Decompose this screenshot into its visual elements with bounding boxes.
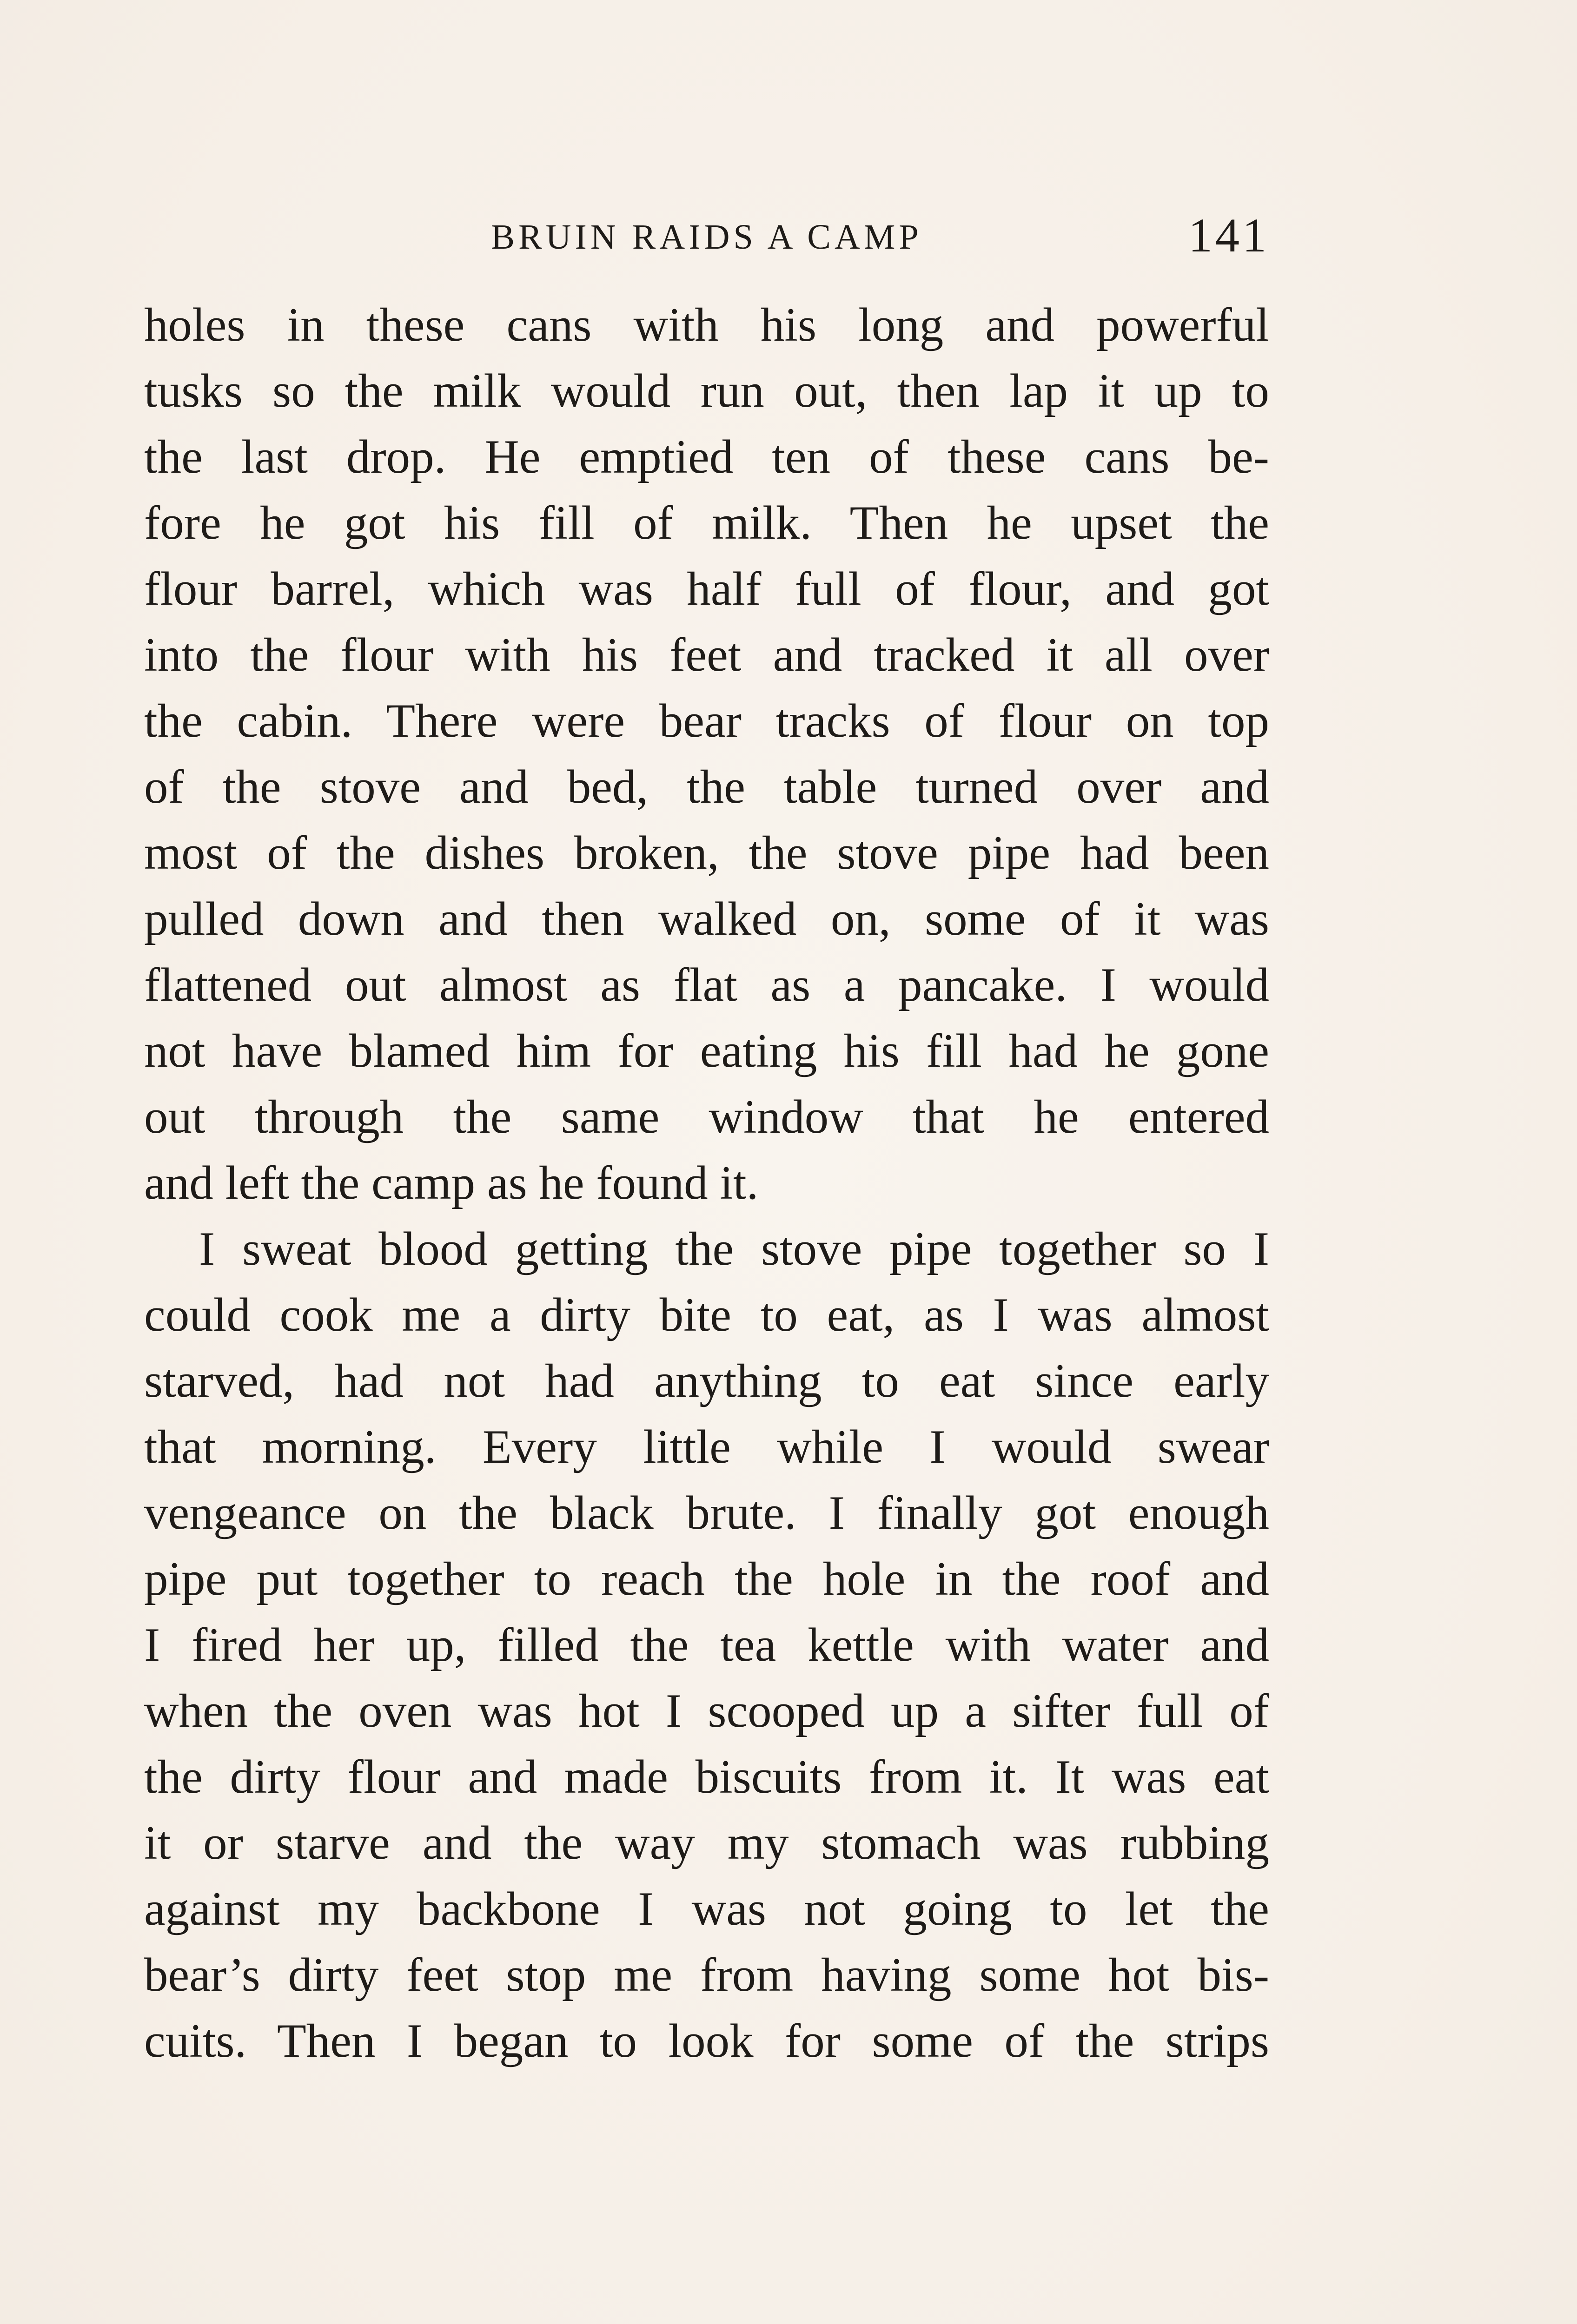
text-line: out through the same window that he entered	[144, 1090, 1269, 1143]
text-line: most of the dishes broken, the stove pipe had been	[144, 826, 1269, 879]
running-title: BRUIN RAIDS A CAMP	[491, 218, 922, 257]
text-line: the dirty flour and made biscuits from it. It was eat	[144, 1750, 1269, 1803]
text-line: of the stove and bed, the table turned over and	[144, 760, 1269, 813]
text-line: fore he got his fill of milk. Then he upset the	[144, 496, 1269, 549]
text-line: it or starve and the way my stomach was rubbing	[144, 1816, 1269, 1869]
text-line: not have blamed him for eating his fill had he gone	[144, 1024, 1269, 1077]
paragraph-last-line: and left the camp as he found it.	[144, 1156, 759, 1209]
running-head	[144, 211, 1269, 263]
text-line: holes in these cans with his long and powerful	[144, 298, 1269, 351]
text-line: vengeance on the black brute. I finally got enough	[144, 1486, 1269, 1539]
text-line: tusks so the milk would run out, then lap it up to	[144, 364, 1269, 417]
text-line: into the flour with his feet and tracked it all over	[144, 628, 1269, 681]
text-line: starved, had not had anything to eat since early	[144, 1354, 1269, 1407]
body-text	[144, 292, 1269, 2074]
text-line: I fired her up, filled the tea kettle with water and	[144, 1618, 1269, 1671]
text-line: the cabin. There were bear tracks of flour on top	[144, 694, 1269, 747]
text-line: pipe put together to reach the hole in the roof and	[144, 1552, 1269, 1605]
text-line: pulled down and then walked on, some of it was	[144, 892, 1269, 945]
text-line: flour barrel, which was half full of flour, and got	[144, 562, 1269, 615]
text-line: that morning. Every little while I would swear	[144, 1420, 1269, 1473]
text-line: flattened out almost as flat as a pancake. I would	[144, 958, 1269, 1011]
paragraph-first-line: I sweat blood getting the stove pipe together so I	[199, 1222, 1269, 1275]
text-line: cuits. Then I began to look for some of the strips	[144, 2014, 1269, 2067]
text-line: the last drop. He emptied ten of these cans be-	[144, 430, 1269, 483]
text-line: against my backbone I was not going to let the	[144, 1882, 1269, 1935]
text-line: bear’s dirty feet stop me from having some hot bis-	[144, 1948, 1269, 2001]
page-number: 141	[1188, 209, 1269, 262]
text-line: when the oven was hot I scooped up a sifter full of	[144, 1684, 1269, 1737]
text-line: could cook me a dirty bite to eat, as I was almost	[144, 1288, 1269, 1341]
